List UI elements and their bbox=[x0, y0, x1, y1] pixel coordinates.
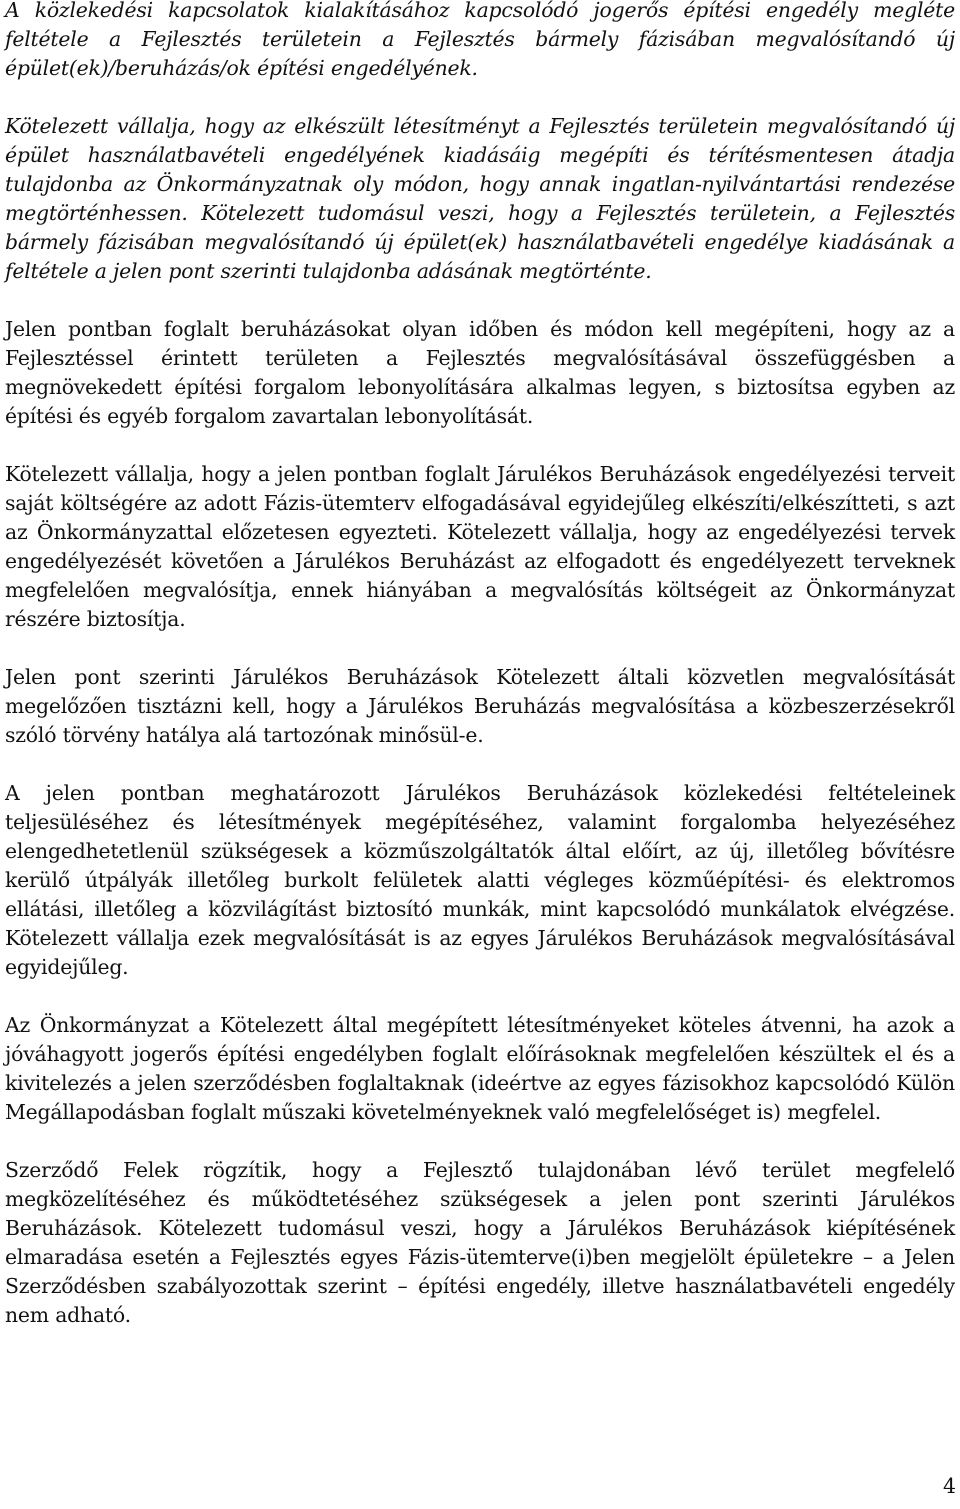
paragraph-3: Jelen pontban foglalt beruházásokat olyan időben és módon kell megépíteni, hogy az a Fejlesztéssel érintett területen a Fejlesztés megvalósításával összefüggésben a megnövekedett építési forgalom lebonyolítására alkalmas legyen, s biztosítsa egyben az építési és egyéb forgalom zavartalan lebonyolítását. bbox=[5, 317, 955, 428]
paragraph-1: A közlekedési kapcsolatok kialakításához kapcsolódó jogerős építési engedély megléte feltétele a Fejlesztés területein a Fejlesztés bármely fázisában megvalósítandó új épület(ek)/beruházás/ok építési engedélyének. bbox=[5, 0, 955, 80]
paragraph-7: Az Önkormányzat a Kötelezett által megépített létesítményeket köteles átvenni, ha azok a jóváhagyott jogerős építési engedélyben foglalt előírásoknak megfelelően készültek el és a kivitelezés a jelen szerződésben foglaltaknak (ideértve az egyes fázisokhoz kapcsolódó Külön Megállapodásban foglalt műszaki követelményeknek való megfelelőséget is) megfelel. bbox=[5, 1013, 955, 1124]
document-page bbox=[5, 0, 955, 1359]
paragraph-4: Kötelezett vállalja, hogy a jelen pontban foglalt Járulékos Beruházások engedélyezési terveit saját költségére az adott Fázis-ütemterv elfogadásával egyidejűleg elkészíti/elkészítteti, s azt az Önkormányzattal előzetesen egyezteti. Kötelezett vállalja, hogy az engedélyezési tervek engedélyezését követően a Járulékos Beruházást az elfogadott és engedélyezett terveknek megfelelően megvalósítja, ennek hiányában a megvalósítás költségeit az Önkormányzat részére biztosítja. bbox=[5, 462, 955, 631]
paragraph-5: Jelen pont szerinti Járulékos Beruházások Kötelezett általi közvetlen megvalósítását megelőzően tisztázni kell, hogy a Járulékos Beruházás megvalósítása a közbeszerzésekről szóló törvény hatálya alá tartozónak minősül-e. bbox=[5, 665, 955, 747]
paragraph-6: A jelen pontban meghatározott Járulékos Beruházások közlekedési feltételeinek teljesüléséhez és létesítmények megépítéséhez, valamint forgalomba helyezéséhez elengedhetetlenül szükségesek a közműszolgáltatók által előírt, az új, illetőleg bővítésre kerülő útpályák illetőleg burkolt felületek alatti végleges közműépítési- és elektromos ellátási, illetőleg a közvilágítást biztosító munkák, mint kapcsolódó munkálatok elvégzése. Kötelezett vállalja ezek megvalósítását is az egyes Járulékos Beruházások megvalósításával egyidejűleg. bbox=[5, 781, 955, 979]
paragraph-2: Kötelezett vállalja, hogy az elkészült létesítményt a Fejlesztés területein megvalósítandó új épület használatbavételi engedélyének kiadásáig megépíti és térítésmentesen átadja tulajdonba az Önkormányzatnak oly módon, hogy annak ingatlan-nyilvántartási rendezése megtörténhessen. Kötelezett tudomásul veszi, hogy a Fejlesztés területein, a Fejlesztés bármely fázisában megvalósítandó új épület(ek) használatbavételi engedélye kiadásának a feltétele a jelen pont szerinti tulajdonba adásának megtörténte. bbox=[5, 114, 955, 283]
page-number: 4 bbox=[943, 1474, 956, 1498]
paragraph-8: Szerződő Felek rögzítik, hogy a Fejlesztő tulajdonában lévő terület megfelelő megközelítéséhez és működtetéséhez szükségesek a jelen pont szerinti Járulékos Beruházások. Kötelezett tudomásul veszi, hogy a Járulékos Beruházások kiépítésének elmaradása esetén a Fejlesztés egyes Fázis-ütemterve(i)ben megjelölt épületekre – a Jelen Szerződésben szabályozottak szerint – építési engedély, illetve használatbavételi engedély nem adható. bbox=[5, 1158, 955, 1327]
